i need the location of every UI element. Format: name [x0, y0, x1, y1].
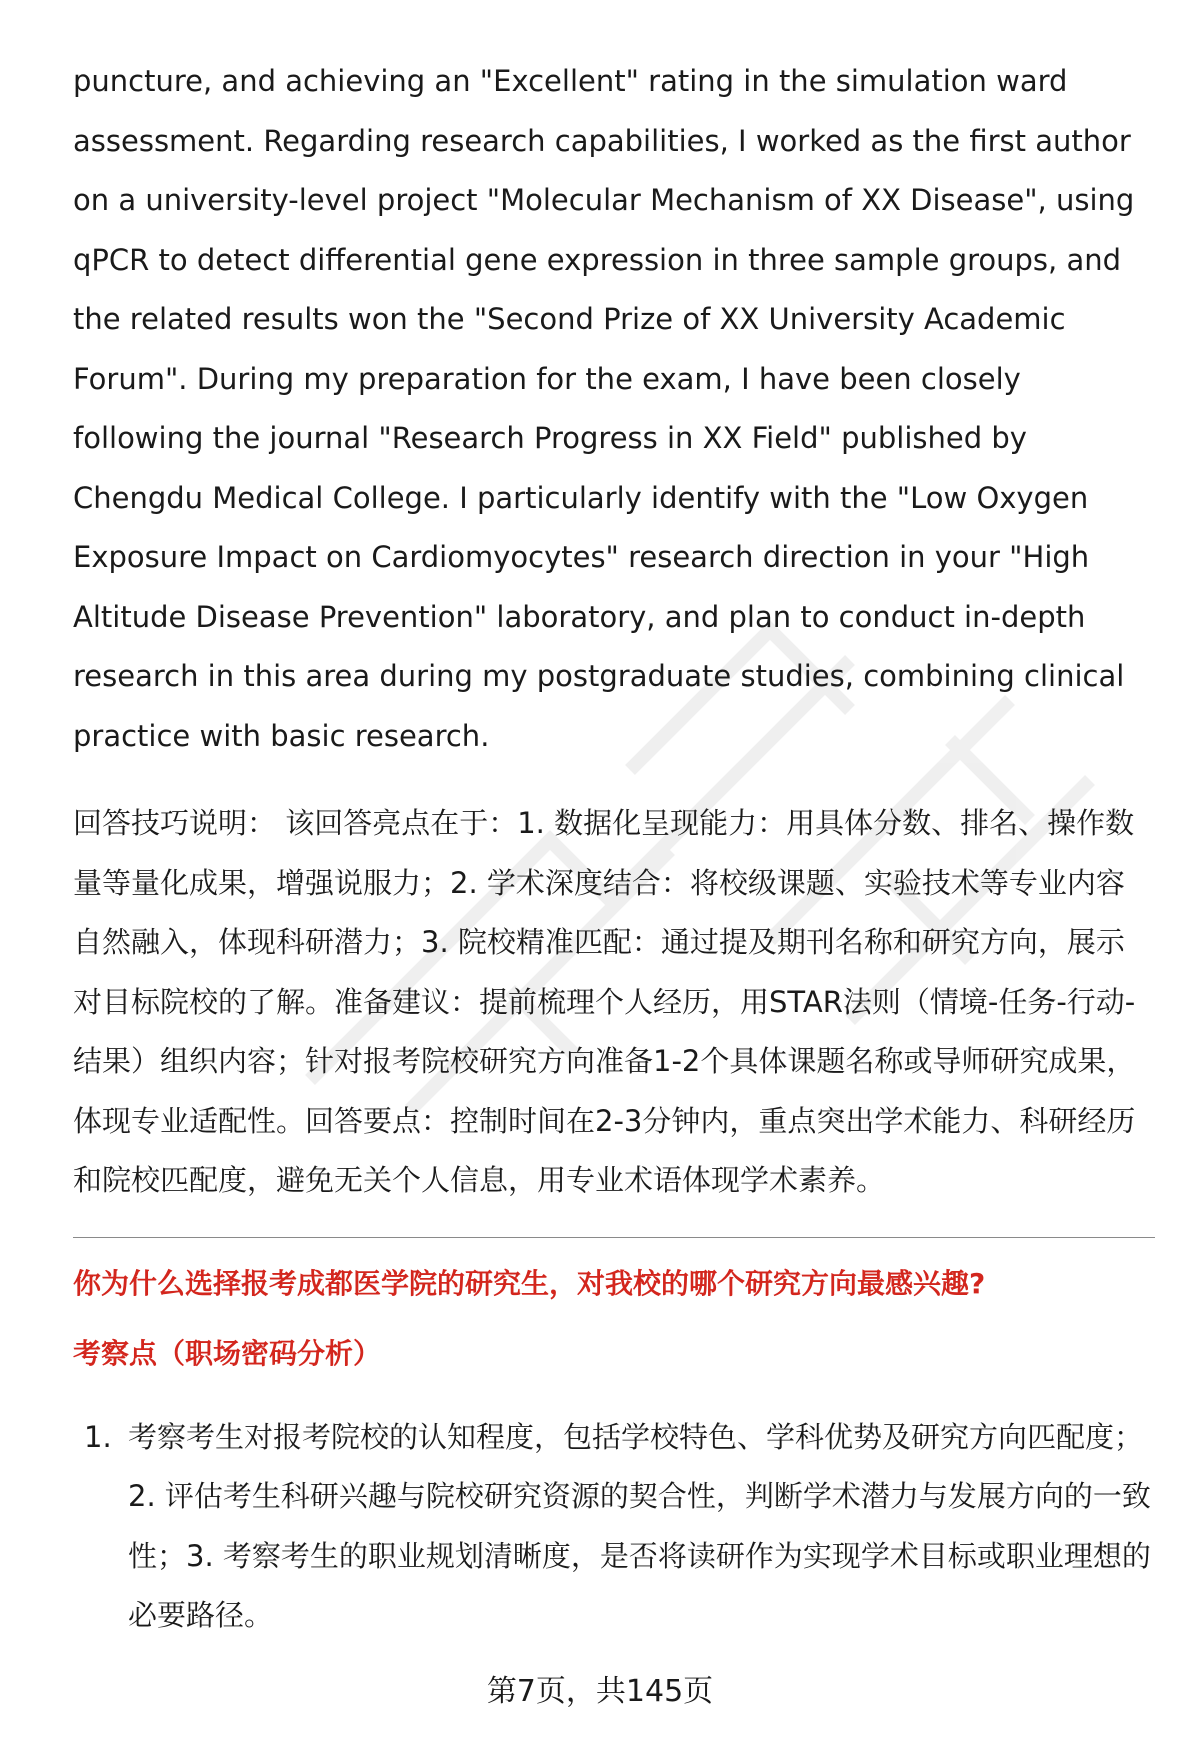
- list-item-number: 1.: [84, 1419, 112, 1454]
- question-heading: 你为什么选择报考成都医学院的研究生，对我校的哪个研究方向最感兴趣?: [73, 1266, 986, 1300]
- page-number-footer: 第7页，共145页: [486, 1674, 714, 1709]
- page-content: [73, 52, 1153, 1646]
- answer-tips-paragraph: 回答技巧说明： 该回答亮点在于：1. 数据化呈现能力：用具体分数、排名、操作数量等量化成果，增强说服力；2. 学术深度结合：将校级课题、实验技术等专业内容自然融入，体现科研潜力；3. 院校精准匹配：通过提及期刊名称和研究方向，展示对目标院校的了解。准备建议：提前梳理个人经历，用STAR法则（情境-任务-行动-结果）组织内容；针对报考院校研究方向准备1-2个具体课题名称或导师研究成果，体现专业适配性。回答要点：控制时间在2-3分钟内，重点突出学术能力、科研经历和院校匹配度，避免无关个人信息，用专业术语体现学术素养。: [73, 806, 1136, 1197]
- list-item-text: 考察考生对报考院校的认知程度，包括学校特色、学科优势及研究方向匹配度；2. 评估考生科研兴趣与院校研究资源的契合性，判断学术潜力与发展方向的一致性；3. 考察考生的职业规划清晰度，是否将读研作为实现学术目标或职业理想的必要路径。: [128, 1419, 1151, 1632]
- examination-points-heading: 考察点（职场密码分析）: [73, 1336, 382, 1370]
- answer-english-paragraph: puncture, and achieving an "Excellent" rating in the simulation ward assessment. Regarding research capabilities, I worked as the first author on a university-level project "Molecular Mechanism of XX Disease", using qPCR to detect differential gene expression in three sample groups, and the related results won the "Second Prize of XX University Academic Forum". During my preparation for the exam, I have been closely following the journal "Research Progress in XX Field" published by Chengdu Medical College. I particularly identify with the "Low Oxygen Exposure Impact on Cardiomyocytes" research direction in your "High Altitude Disease Prevention" laboratory, and plan to conduct in-depth research in this area during my postgraduate studies, combining clinical practice with basic research.: [73, 64, 1135, 753]
- section-divider: [73, 1237, 1155, 1238]
- list-item: [73, 1408, 1153, 1646]
- examination-points-list: [73, 1408, 1153, 1646]
